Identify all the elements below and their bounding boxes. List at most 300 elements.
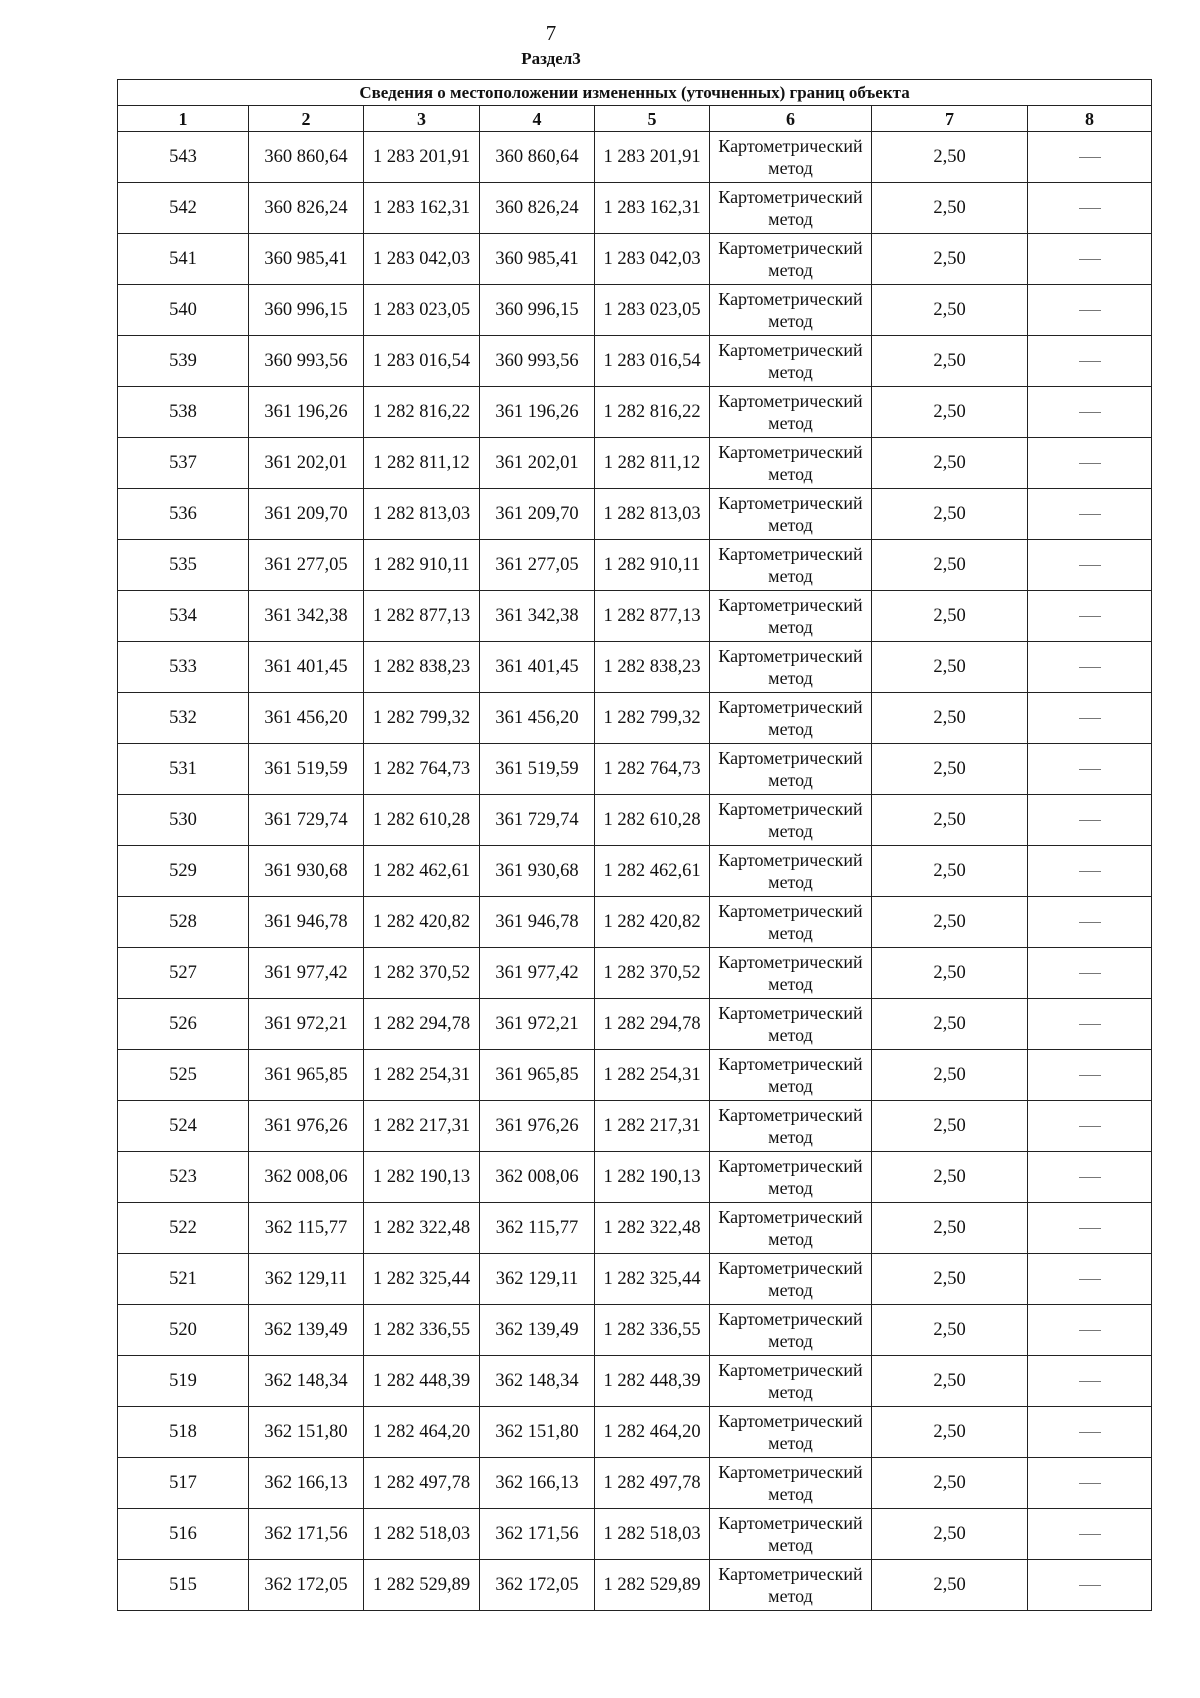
- cell-accuracy: 2,50: [872, 1305, 1028, 1356]
- cell-x-new: 362 171,56: [480, 1509, 595, 1560]
- cell-x-existing: 362 148,34: [249, 1356, 364, 1407]
- cell-y-existing: 1 282 190,13: [364, 1152, 480, 1203]
- cell-y-new: 1 282 764,73: [595, 744, 710, 795]
- cell-note: [1028, 693, 1152, 744]
- table-row: [118, 744, 1152, 795]
- boundary-coordinates-table: [117, 79, 1152, 1611]
- cell-x-existing: 362 166,13: [249, 1458, 364, 1509]
- cell-y-existing: 1 282 462,61: [364, 846, 480, 897]
- table-row: [118, 1203, 1152, 1254]
- table-row: [118, 336, 1152, 387]
- cell-x-existing: 361 972,21: [249, 999, 364, 1050]
- cell-y-existing: 1 282 877,13: [364, 591, 480, 642]
- cell-note: [1028, 846, 1152, 897]
- table-row: [118, 642, 1152, 693]
- cell-x-existing: 362 172,05: [249, 1560, 364, 1611]
- cell-y-new: 1 282 497,78: [595, 1458, 710, 1509]
- cell-y-existing: 1 282 910,11: [364, 540, 480, 591]
- cell-x-existing: 362 151,80: [249, 1407, 364, 1458]
- cell-method: Картометрический метод: [710, 1101, 872, 1152]
- table-row: [118, 1101, 1152, 1152]
- cell-x-existing: 361 946,78: [249, 897, 364, 948]
- cell-y-new: 1 282 610,28: [595, 795, 710, 846]
- cell-method: Картометрический метод: [710, 1305, 872, 1356]
- cell-y-existing: 1 283 042,03: [364, 234, 480, 285]
- table-row: [118, 897, 1152, 948]
- cell-accuracy: 2,50: [872, 591, 1028, 642]
- cell-y-existing: 1 282 254,31: [364, 1050, 480, 1101]
- cell-accuracy: 2,50: [872, 693, 1028, 744]
- dash-mark: [1079, 1279, 1101, 1280]
- cell-point-number: 541: [118, 234, 249, 285]
- cell-y-new: 1 283 162,31: [595, 183, 710, 234]
- cell-x-existing: 361 277,05: [249, 540, 364, 591]
- cell-x-existing: 361 202,01: [249, 438, 364, 489]
- cell-note: [1028, 1101, 1152, 1152]
- cell-x-existing: 362 171,56: [249, 1509, 364, 1560]
- cell-y-existing: 1 282 420,82: [364, 897, 480, 948]
- cell-y-existing: 1 282 764,73: [364, 744, 480, 795]
- cell-note: [1028, 1152, 1152, 1203]
- cell-point-number: 526: [118, 999, 249, 1050]
- dash-mark: [1079, 208, 1101, 209]
- cell-note: [1028, 1407, 1152, 1458]
- dash-mark: [1079, 514, 1101, 515]
- table-row: [118, 693, 1152, 744]
- cell-method: Картометрический метод: [710, 591, 872, 642]
- cell-accuracy: 2,50: [872, 897, 1028, 948]
- dash-mark: [1079, 361, 1101, 362]
- cell-y-existing: 1 282 811,12: [364, 438, 480, 489]
- cell-method: Картометрический метод: [710, 1509, 872, 1560]
- cell-x-new: 361 342,38: [480, 591, 595, 642]
- cell-x-existing: 360 993,56: [249, 336, 364, 387]
- cell-y-existing: 1 282 816,22: [364, 387, 480, 438]
- cell-x-existing: 360 826,24: [249, 183, 364, 234]
- cell-note: [1028, 744, 1152, 795]
- cell-x-new: 361 401,45: [480, 642, 595, 693]
- cell-x-new: 362 008,06: [480, 1152, 595, 1203]
- cell-point-number: 531: [118, 744, 249, 795]
- dash-mark: [1079, 1483, 1101, 1484]
- cell-accuracy: 2,50: [872, 846, 1028, 897]
- table-row: [118, 438, 1152, 489]
- dash-mark: [1079, 1381, 1101, 1382]
- cell-note: [1028, 489, 1152, 540]
- cell-point-number: 528: [118, 897, 249, 948]
- cell-accuracy: 2,50: [872, 489, 1028, 540]
- cell-x-new: 362 166,13: [480, 1458, 595, 1509]
- table-row: [118, 1407, 1152, 1458]
- table-row: [118, 1560, 1152, 1611]
- cell-x-new: 362 148,34: [480, 1356, 595, 1407]
- cell-x-new: 361 976,26: [480, 1101, 595, 1152]
- cell-method: Картометрический метод: [710, 693, 872, 744]
- dash-mark: [1079, 259, 1101, 260]
- cell-accuracy: 2,50: [872, 1152, 1028, 1203]
- cell-accuracy: 2,50: [872, 642, 1028, 693]
- cell-y-new: 1 283 016,54: [595, 336, 710, 387]
- dash-mark: [1079, 157, 1101, 158]
- cell-x-existing: 361 976,26: [249, 1101, 364, 1152]
- cell-method: Картометрический метод: [710, 999, 872, 1050]
- cell-x-existing: 361 977,42: [249, 948, 364, 999]
- cell-point-number: 535: [118, 540, 249, 591]
- cell-y-existing: 1 282 370,52: [364, 948, 480, 999]
- cell-method: Картометрический метод: [710, 489, 872, 540]
- cell-x-existing: 361 965,85: [249, 1050, 364, 1101]
- cell-x-existing: 361 519,59: [249, 744, 364, 795]
- cell-y-new: 1 282 838,23: [595, 642, 710, 693]
- cell-accuracy: 2,50: [872, 1407, 1028, 1458]
- cell-x-new: 361 456,20: [480, 693, 595, 744]
- cell-y-new: 1 283 023,05: [595, 285, 710, 336]
- cell-accuracy: 2,50: [872, 438, 1028, 489]
- dash-mark: [1079, 565, 1101, 566]
- cell-accuracy: 2,50: [872, 1203, 1028, 1254]
- cell-x-new: 360 985,41: [480, 234, 595, 285]
- cell-y-existing: 1 282 497,78: [364, 1458, 480, 1509]
- cell-method: Картометрический метод: [710, 1050, 872, 1101]
- cell-point-number: 538: [118, 387, 249, 438]
- cell-y-new: 1 282 816,22: [595, 387, 710, 438]
- cell-accuracy: 2,50: [872, 1560, 1028, 1611]
- cell-y-new: 1 282 370,52: [595, 948, 710, 999]
- table-row: [118, 999, 1152, 1050]
- cell-y-existing: 1 283 201,91: [364, 132, 480, 183]
- cell-x-existing: 361 930,68: [249, 846, 364, 897]
- column-number: 6: [710, 106, 872, 132]
- cell-x-existing: 362 115,77: [249, 1203, 364, 1254]
- cell-note: [1028, 795, 1152, 846]
- cell-point-number: 534: [118, 591, 249, 642]
- cell-point-number: 536: [118, 489, 249, 540]
- cell-note: [1028, 132, 1152, 183]
- cell-method: Картометрический метод: [710, 1203, 872, 1254]
- cell-y-existing: 1 282 529,89: [364, 1560, 480, 1611]
- cell-accuracy: 2,50: [872, 1356, 1028, 1407]
- cell-point-number: 537: [118, 438, 249, 489]
- cell-y-existing: 1 282 464,20: [364, 1407, 480, 1458]
- cell-y-new: 1 282 464,20: [595, 1407, 710, 1458]
- table-row: [118, 1050, 1152, 1101]
- cell-note: [1028, 1050, 1152, 1101]
- dash-mark: [1079, 718, 1101, 719]
- cell-x-new: 361 946,78: [480, 897, 595, 948]
- cell-note: [1028, 183, 1152, 234]
- cell-x-new: 361 972,21: [480, 999, 595, 1050]
- cell-accuracy: 2,50: [872, 285, 1028, 336]
- cell-accuracy: 2,50: [872, 336, 1028, 387]
- cell-x-new: 362 139,49: [480, 1305, 595, 1356]
- cell-method: Картометрический метод: [710, 1407, 872, 1458]
- cell-x-existing: 360 860,64: [249, 132, 364, 183]
- cell-method: Картометрический метод: [710, 387, 872, 438]
- cell-x-existing: 361 401,45: [249, 642, 364, 693]
- table-caption-row: [118, 80, 1152, 106]
- cell-x-existing: 362 008,06: [249, 1152, 364, 1203]
- dash-mark: [1079, 1585, 1101, 1586]
- cell-note: [1028, 540, 1152, 591]
- cell-y-existing: 1 282 217,31: [364, 1101, 480, 1152]
- cell-y-new: 1 282 529,89: [595, 1560, 710, 1611]
- cell-x-existing: 361 209,70: [249, 489, 364, 540]
- cell-y-existing: 1 282 813,03: [364, 489, 480, 540]
- cell-accuracy: 2,50: [872, 234, 1028, 285]
- cell-point-number: 529: [118, 846, 249, 897]
- cell-x-existing: 361 196,26: [249, 387, 364, 438]
- cell-note: [1028, 1458, 1152, 1509]
- cell-method: Картометрический метод: [710, 183, 872, 234]
- column-number-row: [118, 106, 1152, 132]
- cell-x-new: 362 172,05: [480, 1560, 595, 1611]
- cell-y-existing: 1 282 322,48: [364, 1203, 480, 1254]
- cell-x-new: 361 729,74: [480, 795, 595, 846]
- table-row: [118, 234, 1152, 285]
- table-row: [118, 795, 1152, 846]
- cell-note: [1028, 1305, 1152, 1356]
- cell-x-existing: 360 985,41: [249, 234, 364, 285]
- cell-note: [1028, 897, 1152, 948]
- cell-method: Картометрический метод: [710, 438, 872, 489]
- cell-x-existing: 360 996,15: [249, 285, 364, 336]
- column-number: 1: [118, 106, 249, 132]
- cell-x-new: 361 930,68: [480, 846, 595, 897]
- cell-y-existing: 1 283 162,31: [364, 183, 480, 234]
- cell-method: Картометрический метод: [710, 285, 872, 336]
- cell-point-number: 522: [118, 1203, 249, 1254]
- cell-note: [1028, 234, 1152, 285]
- cell-method: Картометрический метод: [710, 540, 872, 591]
- cell-point-number: 524: [118, 1101, 249, 1152]
- cell-accuracy: 2,50: [872, 999, 1028, 1050]
- table-row: [118, 1509, 1152, 1560]
- table-row: [118, 1152, 1152, 1203]
- dash-mark: [1079, 1432, 1101, 1433]
- cell-x-new: 361 519,59: [480, 744, 595, 795]
- cell-y-new: 1 283 201,91: [595, 132, 710, 183]
- dash-mark: [1079, 1126, 1101, 1127]
- cell-point-number: 521: [118, 1254, 249, 1305]
- cell-y-new: 1 282 799,32: [595, 693, 710, 744]
- cell-x-new: 361 965,85: [480, 1050, 595, 1101]
- cell-method: Картометрический метод: [710, 948, 872, 999]
- cell-method: Картометрический метод: [710, 1356, 872, 1407]
- cell-accuracy: 2,50: [872, 132, 1028, 183]
- table-body: [118, 132, 1152, 1611]
- cell-y-new: 1 282 254,31: [595, 1050, 710, 1101]
- dash-mark: [1079, 922, 1101, 923]
- cell-note: [1028, 336, 1152, 387]
- cell-accuracy: 2,50: [872, 744, 1028, 795]
- cell-x-existing: 361 456,20: [249, 693, 364, 744]
- cell-method: Картометрический метод: [710, 897, 872, 948]
- cell-y-new: 1 282 294,78: [595, 999, 710, 1050]
- cell-point-number: 543: [118, 132, 249, 183]
- table-row: [118, 1458, 1152, 1509]
- table-row: [118, 540, 1152, 591]
- cell-accuracy: 2,50: [872, 183, 1028, 234]
- dash-mark: [1079, 973, 1101, 974]
- cell-method: Картометрический метод: [710, 1152, 872, 1203]
- dash-mark: [1079, 769, 1101, 770]
- column-number: 2: [249, 106, 364, 132]
- cell-point-number: 517: [118, 1458, 249, 1509]
- cell-accuracy: 2,50: [872, 1101, 1028, 1152]
- cell-point-number: 539: [118, 336, 249, 387]
- table-row: [118, 1356, 1152, 1407]
- cell-method: Картометрический метод: [710, 744, 872, 795]
- table-row: [118, 489, 1152, 540]
- cell-x-new: 360 993,56: [480, 336, 595, 387]
- cell-x-existing: 362 139,49: [249, 1305, 364, 1356]
- cell-method: Картометрический метод: [710, 234, 872, 285]
- cell-y-new: 1 282 325,44: [595, 1254, 710, 1305]
- table-row: [118, 387, 1152, 438]
- cell-point-number: 530: [118, 795, 249, 846]
- cell-note: [1028, 1356, 1152, 1407]
- cell-x-new: 361 977,42: [480, 948, 595, 999]
- dash-mark: [1079, 412, 1101, 413]
- cell-method: Картометрический метод: [710, 1458, 872, 1509]
- cell-point-number: 527: [118, 948, 249, 999]
- table-row: [118, 1305, 1152, 1356]
- cell-point-number: 532: [118, 693, 249, 744]
- cell-note: [1028, 285, 1152, 336]
- table-row: [118, 846, 1152, 897]
- dash-mark: [1079, 1024, 1101, 1025]
- cell-y-new: 1 282 910,11: [595, 540, 710, 591]
- cell-x-existing: 361 729,74: [249, 795, 364, 846]
- cell-y-new: 1 282 813,03: [595, 489, 710, 540]
- cell-x-new: 360 860,64: [480, 132, 595, 183]
- cell-point-number: 519: [118, 1356, 249, 1407]
- cell-y-new: 1 282 518,03: [595, 1509, 710, 1560]
- cell-point-number: 540: [118, 285, 249, 336]
- cell-point-number: 525: [118, 1050, 249, 1101]
- cell-x-new: 362 115,77: [480, 1203, 595, 1254]
- column-number: 8: [1028, 106, 1152, 132]
- cell-method: Картометрический метод: [710, 336, 872, 387]
- dash-mark: [1079, 1330, 1101, 1331]
- cell-x-new: 361 209,70: [480, 489, 595, 540]
- section-title: Раздел3: [521, 49, 581, 68]
- page-number: 7: [545, 21, 557, 45]
- cell-y-existing: 1 282 518,03: [364, 1509, 480, 1560]
- cell-accuracy: 2,50: [872, 1509, 1028, 1560]
- cell-point-number: 523: [118, 1152, 249, 1203]
- cell-y-new: 1 282 190,13: [595, 1152, 710, 1203]
- cell-note: [1028, 1254, 1152, 1305]
- cell-method: Картометрический метод: [710, 1560, 872, 1611]
- dash-mark: [1079, 871, 1101, 872]
- dash-mark: [1079, 463, 1101, 464]
- cell-accuracy: 2,50: [872, 1254, 1028, 1305]
- table-row: [118, 948, 1152, 999]
- cell-method: Картометрический метод: [710, 846, 872, 897]
- cell-y-existing: 1 282 799,32: [364, 693, 480, 744]
- cell-y-existing: 1 282 448,39: [364, 1356, 480, 1407]
- cell-y-existing: 1 282 325,44: [364, 1254, 480, 1305]
- cell-x-new: 361 196,26: [480, 387, 595, 438]
- cell-y-new: 1 283 042,03: [595, 234, 710, 285]
- cell-accuracy: 2,50: [872, 948, 1028, 999]
- cell-method: Картометрический метод: [710, 1254, 872, 1305]
- cell-y-new: 1 282 217,31: [595, 1101, 710, 1152]
- cell-y-new: 1 282 322,48: [595, 1203, 710, 1254]
- cell-y-new: 1 282 811,12: [595, 438, 710, 489]
- cell-point-number: 542: [118, 183, 249, 234]
- cell-x-new: 361 202,01: [480, 438, 595, 489]
- cell-y-existing: 1 283 023,05: [364, 285, 480, 336]
- cell-y-new: 1 282 420,82: [595, 897, 710, 948]
- cell-x-new: 361 277,05: [480, 540, 595, 591]
- cell-y-existing: 1 282 294,78: [364, 999, 480, 1050]
- cell-y-existing: 1 282 336,55: [364, 1305, 480, 1356]
- table-row: [118, 285, 1152, 336]
- cell-x-existing: 361 342,38: [249, 591, 364, 642]
- cell-note: [1028, 387, 1152, 438]
- dash-mark: [1079, 820, 1101, 821]
- column-number: 3: [364, 106, 480, 132]
- cell-method: Картометрический метод: [710, 795, 872, 846]
- column-number: 5: [595, 106, 710, 132]
- cell-note: [1028, 642, 1152, 693]
- table-caption: Сведения о местоположении измененных (уточненных) границ объекта: [118, 80, 1152, 106]
- cell-x-existing: 362 129,11: [249, 1254, 364, 1305]
- cell-note: [1028, 1509, 1152, 1560]
- cell-point-number: 515: [118, 1560, 249, 1611]
- cell-accuracy: 2,50: [872, 387, 1028, 438]
- cell-accuracy: 2,50: [872, 1458, 1028, 1509]
- cell-note: [1028, 1203, 1152, 1254]
- cell-point-number: 516: [118, 1509, 249, 1560]
- dash-mark: [1079, 1534, 1101, 1535]
- cell-y-new: 1 282 462,61: [595, 846, 710, 897]
- cell-point-number: 518: [118, 1407, 249, 1458]
- cell-y-existing: 1 282 610,28: [364, 795, 480, 846]
- cell-point-number: 520: [118, 1305, 249, 1356]
- cell-x-new: 362 151,80: [480, 1407, 595, 1458]
- column-number: 7: [872, 106, 1028, 132]
- cell-y-new: 1 282 336,55: [595, 1305, 710, 1356]
- cell-x-new: 360 996,15: [480, 285, 595, 336]
- cell-point-number: 533: [118, 642, 249, 693]
- dash-mark: [1079, 310, 1101, 311]
- dash-mark: [1079, 667, 1101, 668]
- table-row: [118, 132, 1152, 183]
- cell-y-new: 1 282 448,39: [595, 1356, 710, 1407]
- cell-note: [1028, 1560, 1152, 1611]
- table-row: [118, 591, 1152, 642]
- cell-x-new: 362 129,11: [480, 1254, 595, 1305]
- cell-accuracy: 2,50: [872, 1050, 1028, 1101]
- cell-method: Картометрический метод: [710, 642, 872, 693]
- cell-note: [1028, 591, 1152, 642]
- dash-mark: [1079, 1228, 1101, 1229]
- cell-x-new: 360 826,24: [480, 183, 595, 234]
- table-row: [118, 1254, 1152, 1305]
- cell-accuracy: 2,50: [872, 540, 1028, 591]
- cell-y-new: 1 282 877,13: [595, 591, 710, 642]
- cell-accuracy: 2,50: [872, 795, 1028, 846]
- cell-y-existing: 1 283 016,54: [364, 336, 480, 387]
- cell-method: Картометрический метод: [710, 132, 872, 183]
- cell-note: [1028, 948, 1152, 999]
- column-number: 4: [480, 106, 595, 132]
- cell-y-existing: 1 282 838,23: [364, 642, 480, 693]
- dash-mark: [1079, 1075, 1101, 1076]
